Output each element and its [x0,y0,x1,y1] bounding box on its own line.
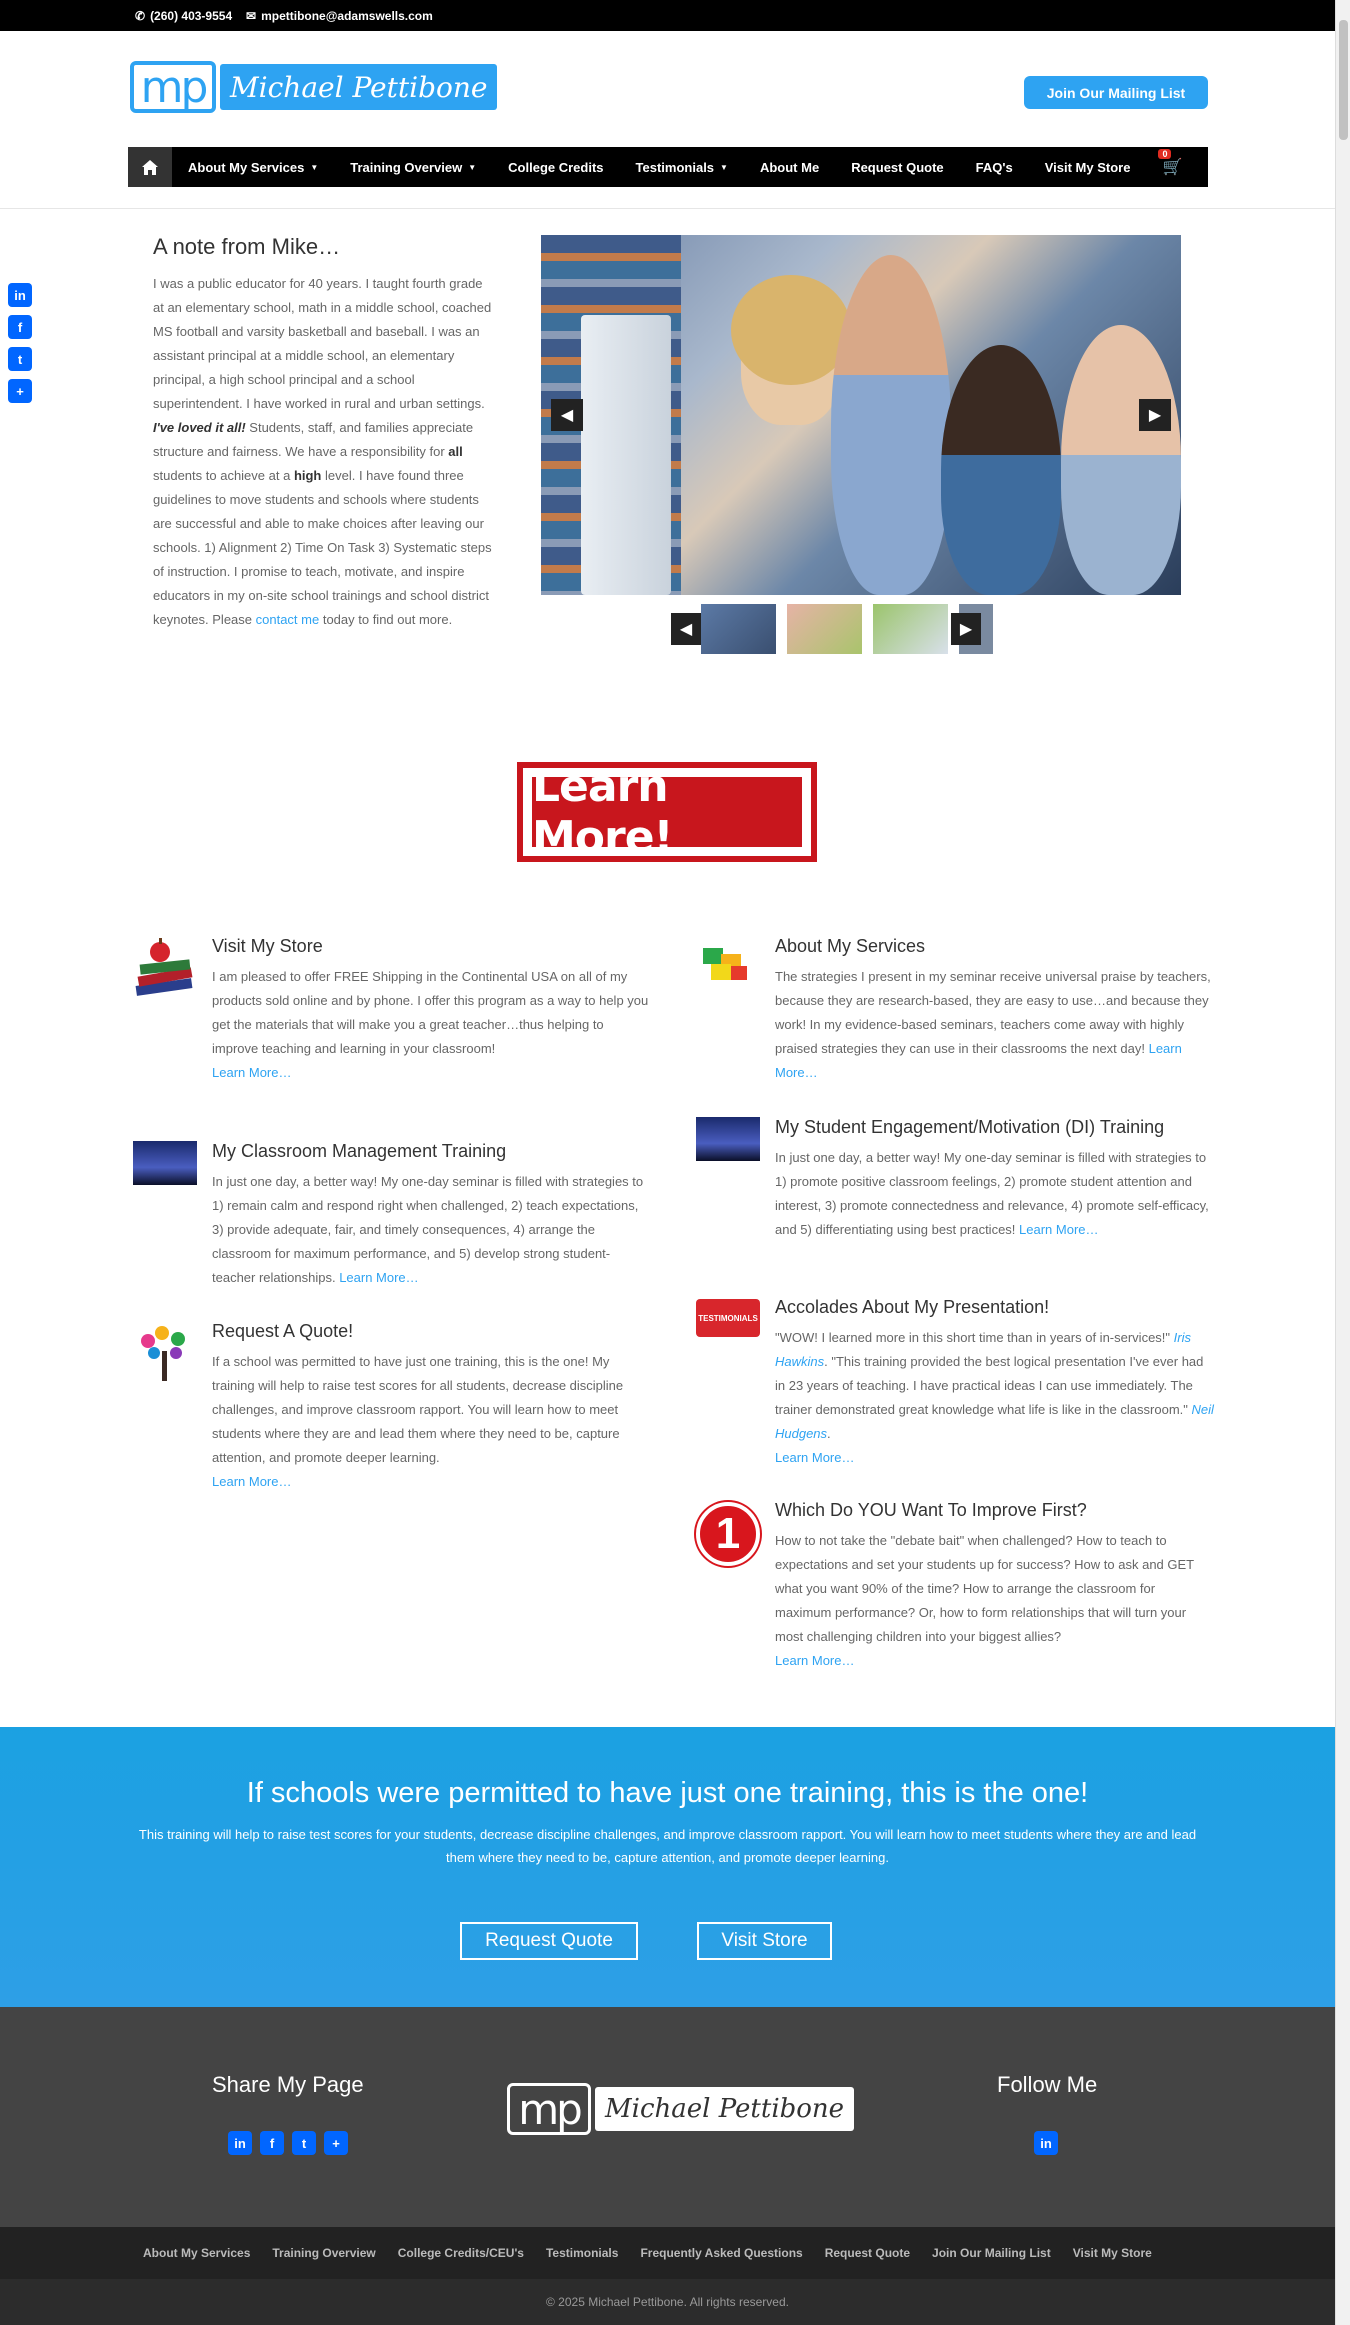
footer-logo[interactable] [507,2083,854,2135]
footer-link-mailing-list[interactable]: Join Our Mailing List [932,2246,1051,2260]
learn-more-link[interactable]: Learn More… [212,1065,292,1080]
blurb-title: Request A Quote! [212,1321,354,1341]
chevron-right-icon: ▶ [1148,407,1162,424]
cta-section [0,1727,1335,2007]
footer-link-about-my-services[interactable]: About My Services [143,2246,251,2260]
email-icon: ✉ [246,9,257,23]
linkedin-share-icon[interactable]: in [228,2131,252,2155]
learn-more-link[interactable]: Learn More… [1019,1222,1099,1237]
blurb-about-my-services [775,936,1215,1085]
cart-icon: 🛒 [1162,159,1183,176]
testimonials-icon: TESTIMONIALS [696,1299,760,1337]
books-apple-icon [132,936,198,1002]
phone-icon: ✆ [135,9,146,23]
crowd-stage-icon [133,1141,197,1185]
chevron-down-icon: ▼ [468,162,477,172]
home-button[interactable] [128,147,172,187]
linkedin-share-icon[interactable]: in [8,283,32,307]
blurb-text: I am pleased to offer FREE Shipping in the Continental USA on all of my products sold online and by phone. I offer this program as a way to help you get the materials that will make you a great teacher…thus helping to improve teaching and learning in your classroom! Learn More… [212,969,649,1080]
cart-count-badge: 0 [1158,149,1171,159]
nav-about-me[interactable]: About Me [759,159,820,175]
blurb-accolades [698,1297,1215,1470]
blurb-title: About My Services [775,936,926,956]
thumbnail-1[interactable] [701,604,776,654]
twitter-share-icon[interactable]: t [292,2131,316,2155]
cta-text: This training will help to raise test scores for your students, decrease discipline challenges, and improve classroom rapport. You will learn how to meet students where they are and lead them where they need to be, capture attention, and promote deeper learning. [138,1827,1197,1865]
nav-about-my-services[interactable]: About My Services ▼ [188,159,319,175]
footer-link-college-credits[interactable]: College Credits/CEU's [397,2246,524,2260]
blurb-text: The strategies I present in my seminar receive universal praise by teachers, because they are research-based, they are easy to use…and because they work! In my evidence-based seminars, teachers come away with highly praised strategies they can use in their classrooms the next day! Learn More… [775,969,1211,1080]
main-nav [128,147,1208,187]
note-body: I was a public educator for 40 years. I taught fourth grade at an elementary school, math in a middle school, coached MS football and varsity basketball and baseball. I was an assistant principal at a middle school, an elementary principal, a high school principal and a school superintendent. I have worked in rural and urban settings. I've loved it all! Students, staff, and families appreciate structure and fairness. We have a responsibility for all students to achieve at a high level. I have found three guidelines to move students and schools where students are successful and able to make choices after leaving our schools. 1) Alignment 2) Time On Task 3) Systematic steps of instruction. I promise to teach, motivate, and inspire educators in my on-site school trainings and school district keynotes. Please contact me today to find out more. [153,276,492,627]
facebook-share-icon[interactable]: f [260,2131,284,2155]
blurb-request-quote [212,1321,652,1494]
crowd-stage-icon [696,1117,760,1161]
cart-button[interactable] [1146,149,1198,177]
thumbs-next-button[interactable] [951,613,981,645]
blurb-classroom-management [212,1141,652,1290]
chevron-down-icon: ▼ [310,162,319,172]
footer-share-icons [228,2131,348,2155]
site-header [0,31,1350,209]
nav-visit-my-store[interactable]: Visit My Store [1044,159,1131,175]
contact-me-link[interactable]: contact me [255,612,320,627]
footer-link-testimonials[interactable]: Testimonials [545,2246,619,2260]
scrollbar-thumb[interactable] [1339,20,1348,140]
blurb-text: "WOW! I learned more in this short time than in years of in-services!" Iris Hawkins. "This training provided the best logical presentation I've ever had in 23 years of teaching. I have practical ideas I can use immediately. The trainer demonstrated great knowledge what life is like in the classroom." Neil Hudgens. Learn More… [775,1330,1214,1465]
facebook-share-icon[interactable]: f [8,315,32,339]
blurb-title: Accolades About My Presentation! [775,1297,1050,1317]
home-icon [142,160,158,175]
blurb-title: My Classroom Management Training [212,1141,507,1161]
thumbnail-3[interactable] [873,604,948,654]
logo-name: Michael Pettibone [595,2087,854,2131]
footer-link-request-quote[interactable]: Request Quote [824,2246,911,2260]
slider-next-button[interactable] [1139,399,1171,431]
nav-college-credits[interactable]: College Credits [508,159,604,175]
nav-testimonials[interactable]: Testimonials ▼ [635,159,728,175]
chevron-down-icon: ▼ [720,162,728,172]
learn-more-link[interactable]: Learn More… [775,1450,855,1465]
footer-nav [0,2227,1335,2279]
learn-more-banner[interactable] [517,762,817,862]
nav-request-quote[interactable]: Request Quote [851,159,944,175]
nav-training-overview[interactable]: Training Overview ▼ [350,159,477,175]
logo-initials: mp [130,61,216,113]
top-bar [0,0,1350,31]
footer [0,2007,1335,2227]
footer-link-faq[interactable]: Frequently Asked Questions [640,2246,803,2260]
cta-title: If schools were permitted to have just one training, this is the one! [246,1777,1089,1809]
thumbnail-2[interactable] [787,604,862,654]
footer-link-visit-my-store[interactable]: Visit My Store [1072,2246,1152,2260]
copyright: © 2025 Michael Pettibone. All rights reserved. [0,2279,1335,2325]
site-logo[interactable] [130,61,497,113]
blurb-text: In just one day, a better way! My one-day seminar is filled with strategies to 1) promote positive classroom feelings, 2) promote student attention and interest, 3) promote connectedness and relevance, 4) promote self-efficacy, and 5) differentiating using best practices! Learn More… [775,1150,1209,1237]
thumbs-prev-button[interactable] [671,613,701,645]
request-quote-button[interactable]: Request Quote [460,1922,638,1960]
slider-prev-button[interactable] [551,399,583,431]
linkedin-follow-icon[interactable]: in [1034,2131,1058,2155]
phone-link[interactable] [135,9,232,23]
learn-more-link[interactable]: Learn More… [339,1270,419,1285]
learn-more-link[interactable]: Learn More… [775,1653,855,1668]
learn-more-link[interactable]: Learn More… [775,1041,1182,1080]
blurb-text: How to not take the "debate bait" when challenged? How to teach to expectations and set your students up for success? How to ask and GET what you want 90% of the time? How to arrange the classroom for maximum performance? Or, how to form relationships that will turn your most challenging children into your biggest allies? Learn More… [775,1533,1194,1668]
email-link[interactable] [246,9,433,23]
chevron-left-icon: ◀ [679,621,693,638]
twitter-share-icon[interactable]: t [8,347,32,371]
learn-more-link[interactable]: Learn More… [212,1474,292,1489]
email-address: mpettibone@adamswells.com [261,9,433,23]
blurb-title: My Student Engagement/Motivation (DI) Training [775,1117,1165,1137]
blurb-text: If a school was permitted to have just one training, this is the one! My training will help to raise test scores for all students, decrease discipline challenges, and improve classroom rapport. You will learn how to meet students where they are and lead them where they need to be, capture attention, and promote deeper learning. Learn More… [212,1354,624,1489]
blurb-title: Which Do YOU Want To Improve First? [775,1500,1087,1520]
chevron-left-icon: ◀ [560,407,574,424]
visit-store-button[interactable]: Visit Store [697,1922,832,1960]
blurb-improve-first [715,1500,1215,1673]
blurb-title: Visit My Store [212,936,323,956]
logo-name: Michael Pettibone [220,64,497,110]
image-slider [541,235,1181,595]
more-share-icon[interactable]: + [8,379,32,403]
join-mailing-list-button[interactable]: Join Our Mailing List [1024,76,1208,109]
blurb-visit-my-store [212,936,652,1085]
chevron-right-icon: ▶ [959,621,973,638]
tree-icon [132,1321,198,1387]
blurb-student-engagement [775,1117,1215,1242]
floating-share-bar [8,283,32,403]
share-title: Share My Page [212,2072,364,2097]
note-title: A note from Mike… [153,234,341,259]
logo-initials: mp [507,2083,591,2135]
footer-link-training-overview[interactable]: Training Overview [272,2246,376,2260]
learn-more-banner-text: Learn More! [532,777,802,847]
more-share-icon[interactable]: + [324,2131,348,2155]
blurb-text: In just one day, a better way! My one-day seminar is filled with strategies to 1) remain calm and respond right when challenged, 2) teach expectations, 3) provide adequate, fair, and timely consequences, 4) arrange the classroom for maximum performance, and 5) develop strong student-teacher relationships. Learn More… [212,1174,644,1285]
puzzle-icon [695,936,761,1002]
slider-thumbnails [663,604,993,654]
number-one-icon: 1 [696,1502,760,1566]
phone-number: (260) 403-9554 [150,9,233,23]
nav-faqs[interactable]: FAQ's [975,159,1013,175]
follow-title: Follow Me [997,2072,1098,2097]
page-scrollbar[interactable] [1335,0,1350,2325]
